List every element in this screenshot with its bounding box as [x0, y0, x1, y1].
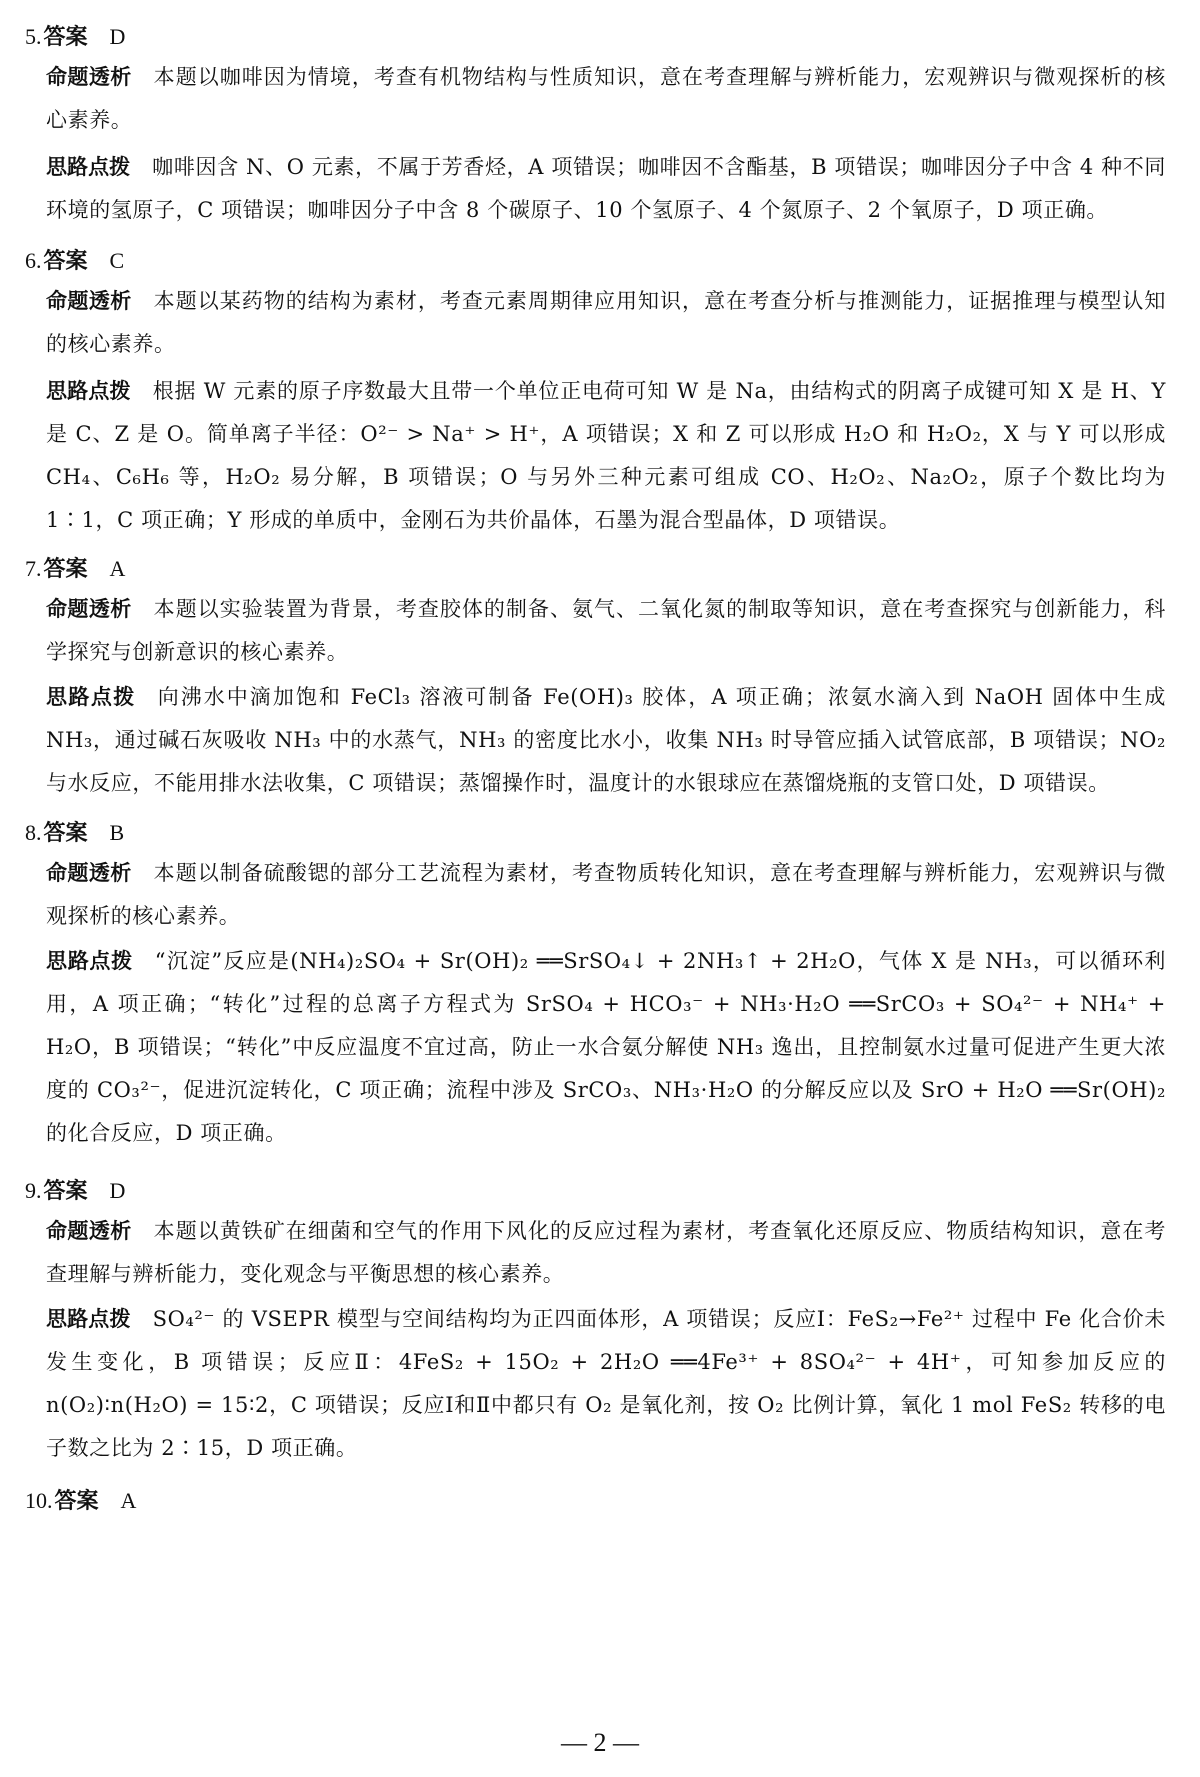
answer-label: 答案 [43, 557, 88, 582]
answer-line [25, 552, 125, 583]
analysis-paragraph [46, 1298, 1166, 1470]
analysis-text: 咖啡因含 N、O 元素，不属于芳香烃，A 项错误；咖啡因不含酯基，B 项错误；咖啡因分子中含 4 种不同环境的氢原子，C 项错误；咖啡因分子中含 8 个碳原子、10 个氢原子、4 个氮原子、2 个氧原子，D 项正确。 [46, 155, 1166, 222]
intent-label: 命题透析 [46, 597, 132, 621]
answer-line [25, 20, 125, 51]
answer-label: 答案 [43, 1179, 88, 1204]
intent-label: 命题透析 [46, 289, 132, 313]
analysis-text: SO₄²⁻ 的 VSEPR 模型与空间结构均为正四面体形，A 项错误；反应Ⅰ：FeS₂→Fe²⁺ 过程中 Fe 化合价未发生变化，B 项错误；反应Ⅱ：4FeS₂ + 15O₂ + 2H₂O ══4Fe³⁺ + 8SO₄²⁻ + 4H⁺，可知参加反应的 n(O₂)∶n(H₂O) = 15∶2，C 项错误；反应Ⅰ和Ⅱ中都只有 O₂ 是氧化剂，按 O₂ 比例计算，氧化 1 mol FeS₂ 转移的电子数之比为 2∶15，D 项正确。 [46, 1307, 1166, 1460]
analysis-paragraph [46, 370, 1166, 542]
intent-paragraph [46, 1210, 1166, 1296]
analysis-paragraph [46, 676, 1166, 805]
intent-text: 本题以制备硫酸锶的部分工艺流程为素材，考查物质转化知识，意在考查理解与辨析能力，宏观辨识与微观探析的核心素养。 [46, 861, 1166, 928]
intent-paragraph [46, 852, 1166, 938]
page-number: — 2 — [561, 1728, 639, 1757]
analysis-label: 思路点拨 [46, 155, 131, 179]
intent-text: 本题以某药物的结构为素材，考查元素周期律应用知识，意在考查分析与推测能力，证据推理与模型认知的核心素养。 [46, 289, 1166, 356]
answer-label: 答案 [54, 1489, 99, 1514]
analysis-text: 根据 W 元素的原子序数最大且带一个单位正电荷可知 W 是 Na，由结构式的阴离子成键可知 X 是 H、Y 是 C、Z 是 O。简单离子半径：O²⁻ > Na⁺ > H⁺，A 项错误；X 和 Z 可以形成 H₂O 和 H₂O₂，X 与 Y 可以形成 CH₄、C₆H₆ 等，H₂O₂ 易分解，B 项错误；O 与另外三种元素可组成 CO、H₂O₂、Na₂O₂，原子个数比均为 1∶1，C 项正确；Y 形成的单质中，金刚石为共价晶体，石墨为混合型晶体，D 项错误。 [46, 379, 1167, 532]
answer-choice: D [109, 1178, 126, 1203]
intent-text: 本题以实验装置为背景，考查胶体的制备、氨气、二氧化氮的制取等知识，意在考查探究与创新能力，科学探究与创新意识的核心素养。 [46, 597, 1166, 664]
item-number: 8. [25, 820, 42, 845]
answer-choice: A [120, 1488, 137, 1513]
answer-choice: D [109, 24, 126, 49]
intent-paragraph [46, 588, 1166, 674]
answer-line [25, 1484, 136, 1515]
answer-choice: C [109, 248, 125, 273]
item-number: 7. [25, 556, 42, 581]
analysis-label: 思路点拨 [46, 379, 131, 403]
intent-paragraph [46, 56, 1166, 142]
analysis-label: 思路点拨 [46, 1307, 131, 1331]
analysis-text: 向沸水中滴加饱和 FeCl₃ 溶液可制备 Fe(OH)₃ 胶体，A 项正确；浓氨水滴入到 NaOH 固体中生成 NH₃，通过碱石灰吸收 NH₃ 中的水蒸气，NH₃ 的密度比水小，收集 NH₃ 时导管应插入试管底部，B 项错误；NO₂ 与水反应，不能用排水法收集，C 项错误；蒸馏操作时，温度计的水银球应在蒸馏烧瓶的支管口处，D 项错误。 [46, 685, 1166, 795]
item-number: 5. [25, 24, 42, 49]
analysis-label: 思路点拨 [46, 949, 133, 973]
intent-label: 命题透析 [46, 861, 132, 885]
item-number: 9. [25, 1178, 42, 1203]
analysis-paragraph [46, 940, 1166, 1155]
analysis-paragraph [46, 146, 1166, 232]
answer-choice: B [109, 820, 125, 845]
answer-label: 答案 [43, 25, 88, 50]
answer-line [25, 1174, 125, 1205]
intent-text: 本题以咖啡因为情境，考查有机物结构与性质知识，意在考查理解与辨析能力，宏观辨识与微观探析的核心素养。 [46, 65, 1166, 132]
answer-label: 答案 [43, 249, 88, 274]
answer-label: 答案 [43, 821, 88, 846]
analysis-label: 思路点拨 [46, 685, 136, 709]
intent-label: 命题透析 [46, 65, 132, 89]
intent-label: 命题透析 [46, 1219, 132, 1243]
intent-text: 本题以黄铁矿在细菌和空气的作用下风化的反应过程为素材，考查氧化还原反应、物质结构知识，意在考查理解与辨析能力，变化观念与平衡思想的核心素养。 [46, 1219, 1166, 1286]
answer-choice: A [109, 556, 126, 581]
answer-line [25, 244, 124, 275]
answer-line [25, 816, 124, 847]
analysis-text: “沉淀”反应是(NH₄)₂SO₄ + Sr(OH)₂ ══SrSO₄↓ + 2NH₃↑ + 2H₂O，气体 X 是 NH₃，可以循环利用，A 项正确；“转化”过程的总离子方程式为 SrSO₄ + HCO₃⁻ + NH₃·H₂O ══SrCO₃ + SO₄²⁻ + NH₄⁺ + H₂O，B 项错误；“转化”中反应温度不宜过高，防止一水合氨分解使 NH₃ 逸出，且控制氨水过量可促进产生更大浓度的 CO₃²⁻，促进沉淀转化，C 项正确；流程中涉及 SrCO₃、NH₃·H₂O 的分解反应以及 SrO + H₂O ══Sr(OH)₂ 的化合反应，D 项正确。 [46, 949, 1166, 1145]
item-number: 10. [25, 1488, 53, 1513]
intent-paragraph [46, 280, 1166, 366]
item-number: 6. [25, 248, 42, 273]
